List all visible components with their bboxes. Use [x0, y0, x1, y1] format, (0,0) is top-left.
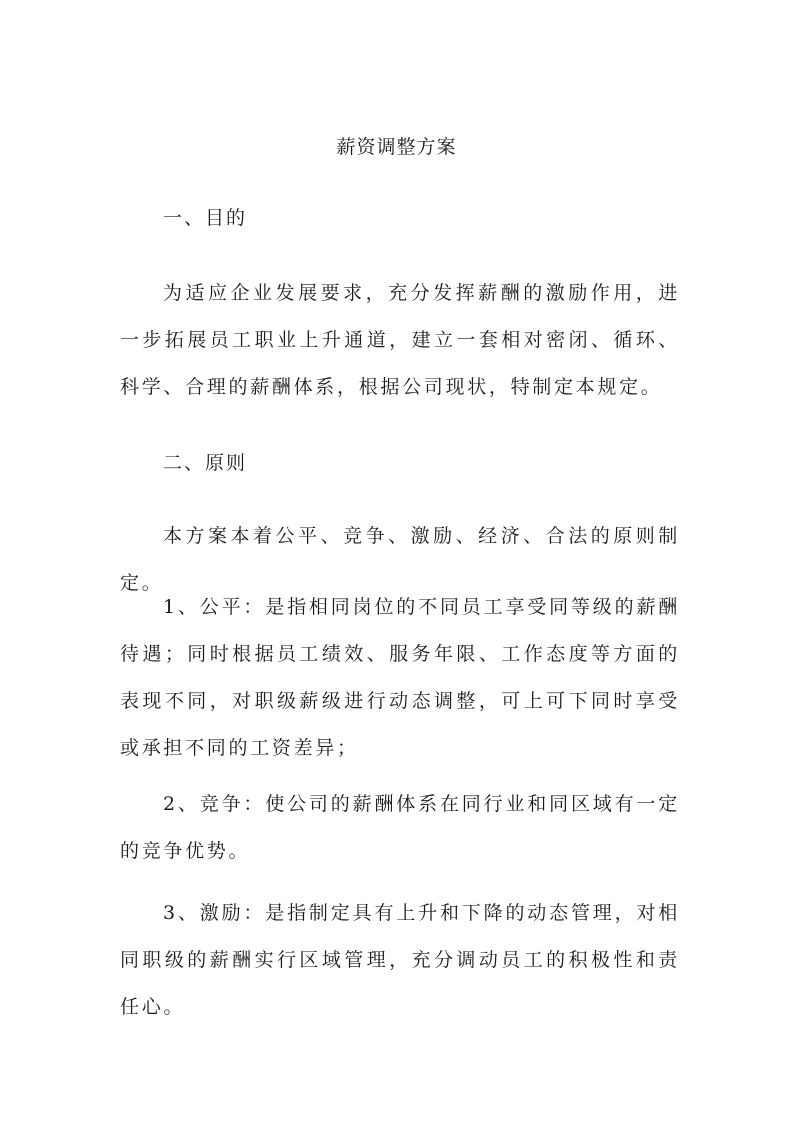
paragraph-principles-intro: 本方案本着公平、竞争、激励、经济、合法的原则制定。	[120, 525, 680, 594]
paragraph-competition: 2、竞争：使公司的薪酬体系在同行业和同区域有一定的竞争优势。	[120, 793, 680, 862]
section-heading-purpose: 一、目的	[163, 207, 248, 229]
document-title: 薪资调整方案	[336, 136, 457, 158]
paragraph-incentive: 3、激励：是指制定具有上升和下降的动态管理，对相同职级的薪酬实行区域管理，充分调动员工的积极性和责任心。	[120, 902, 680, 1018]
paragraph-fairness: 1、公平：是指相同岗位的不同员工享受同等级的薪酬待遇；同时根据员工绩效、服务年限、工作态度等方面的表现不同，对职级薪级进行动态调整，可上可下同时享受或承担不同的工资差异；	[120, 596, 680, 759]
paragraph-purpose: 为适应企业发展要求，充分发挥薪酬的激励作用，进一步拓展员工职业上升通道，建立一套相对密闭、循环、科学、合理的薪酬体系，根据公司现状，特制定本规定。	[120, 282, 680, 398]
section-heading-principles: 二、原则	[163, 452, 248, 474]
